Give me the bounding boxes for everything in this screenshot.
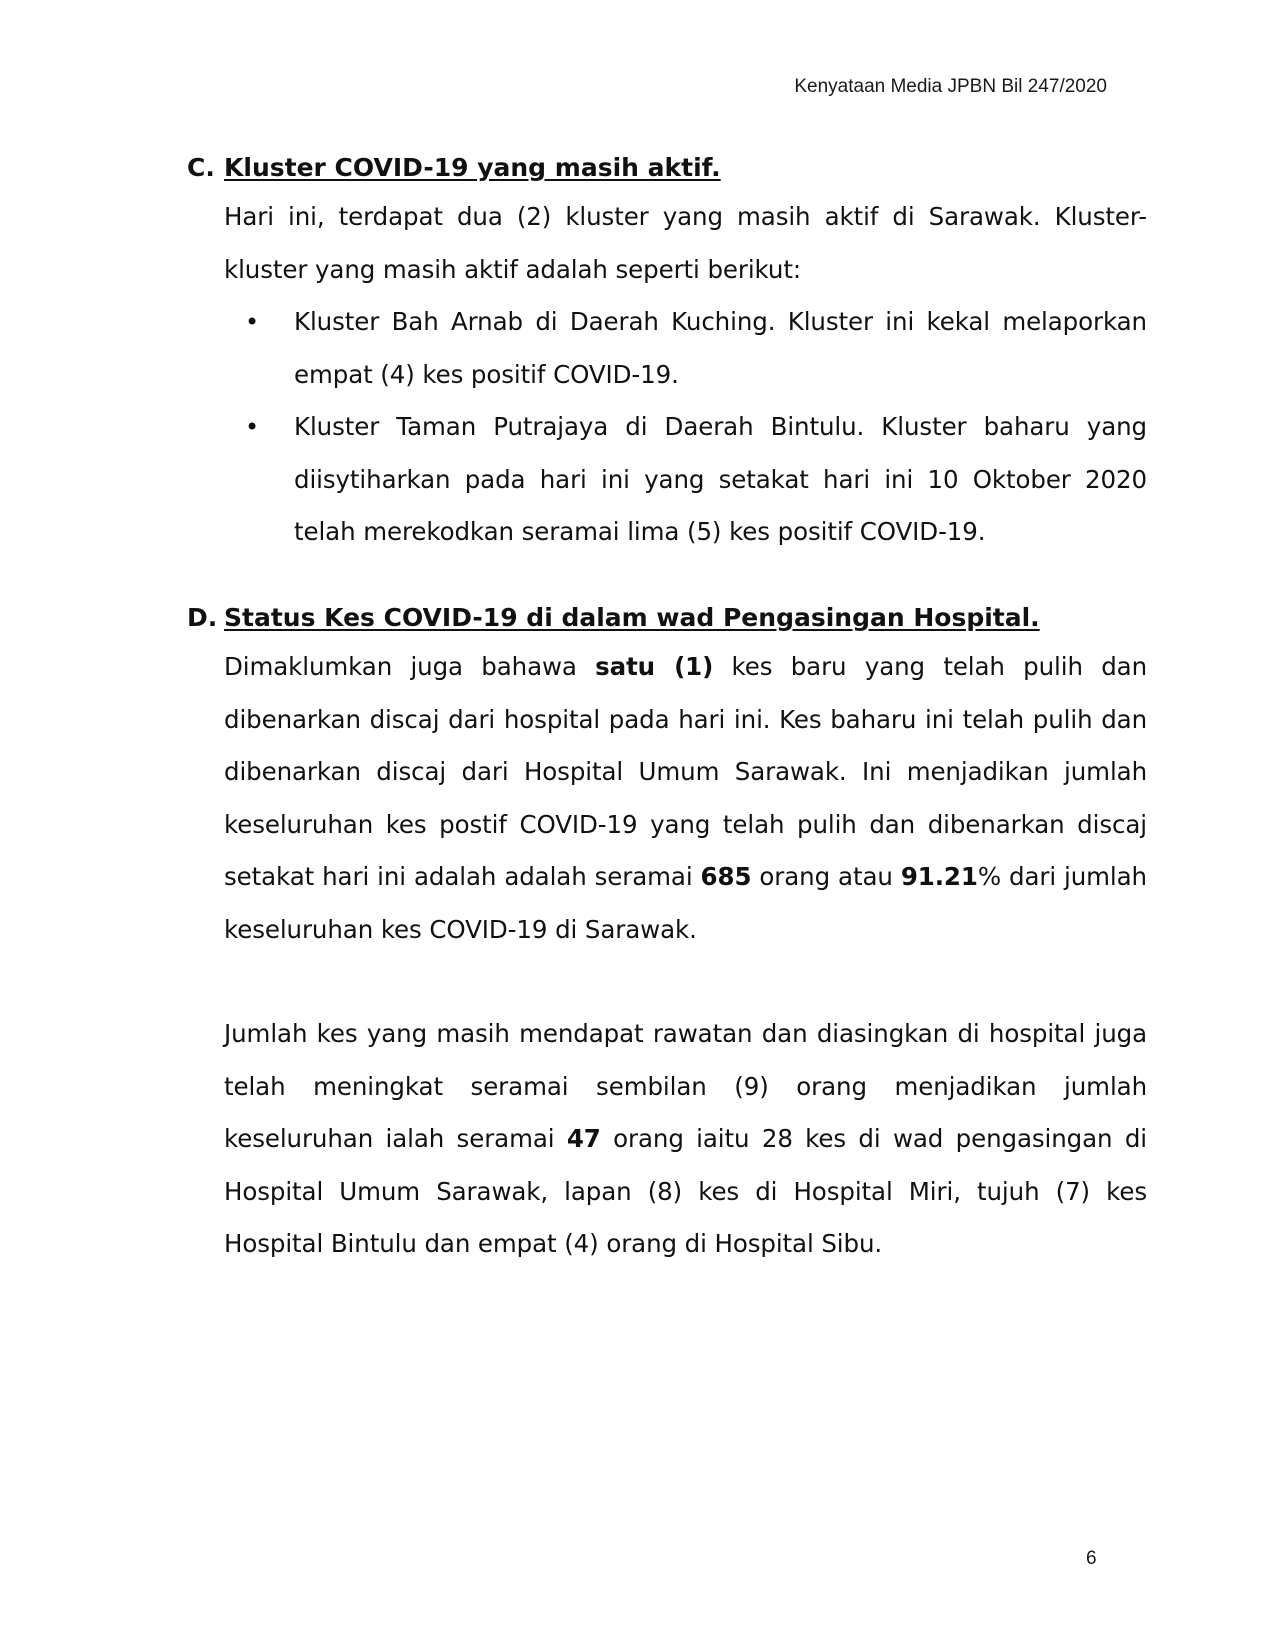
text-run: Jumlah kes yang masih mendapat rawatan dan diasingkan di hospital juga telah meningkat seramai sembilan (9) orang menjadikan jumlah keseluruhan ialah seramai xyxy=(224,1019,1147,1153)
text-run: kes baru yang telah pulih dan dibenarkan discaj dari hospital pada hari ini. Kes baharu ini telah pulih dan dibenarkan discaj dari Hospital Umum Sarawak. Ini menjadikan jumlah keseluruhan kes postif COVID-19 yang telah pulih dan dibenarkan discaj setakat hari ini adalah adalah seramai xyxy=(224,652,1147,891)
section-c xyxy=(187,148,1147,559)
text-run: orang atau xyxy=(751,862,901,891)
bullet-icon: • xyxy=(245,413,260,441)
bullet-icon: • xyxy=(245,308,260,336)
new-recovered-count: satu (1) xyxy=(595,652,714,681)
document-reference: Kenyataan Media JPBN Bil 247/2020 xyxy=(794,76,1107,97)
section-c-title: Kluster COVID-19 yang masih aktif. xyxy=(224,153,721,182)
list-item xyxy=(224,296,1147,401)
recovery-paragraph xyxy=(224,641,1147,956)
text-run: orang iaitu 28 kes di wad pengasingan di Hospital Umum Sarawak, lapan (8) kes di Hospital Miri, tujuh (7) kes Hospital Bintulu dan empat (4) orang di Hospital Sibu. xyxy=(224,1124,1147,1258)
text-run: Dimaklumkan juga bahawa xyxy=(224,652,596,681)
hospitalized-paragraph xyxy=(224,1008,1147,1271)
cluster-bah-arnab: Kluster Bah Arnab di Daerah Kuching. Kluster ini kekal melaporkan empat (4) kes positif COVID-19. xyxy=(294,307,1147,389)
recovery-percentage: 91.21 xyxy=(900,862,978,891)
section-d xyxy=(187,598,1147,1271)
cluster-taman-putrajaya: Kluster Taman Putrajaya di Daerah Bintulu. Kluster baharu yang diisytiharkan pada hari ini yang setakat hari ini 10 Oktober 2020 telah merekodkan seramai lima (5) kes positif COVID-19. xyxy=(294,412,1147,546)
section-c-heading xyxy=(187,148,1147,188)
section-d-title: Status Kes COVID-19 di dalam wad Pengasingan Hospital. xyxy=(224,603,1040,632)
total-recovered-count: 685 xyxy=(700,862,752,891)
page-number: 6 xyxy=(1086,1548,1097,1569)
cluster-list xyxy=(187,296,1147,559)
section-d-letter: D. xyxy=(187,603,218,632)
text-run: % dari jumlah keseluruhan kes COVID-19 di Sarawak. xyxy=(224,862,1147,944)
section-c-letter: C. xyxy=(187,153,215,182)
section-c-intro: Hari ini, terdapat dua (2) kluster yang masih aktif di Sarawak. Kluster-kluster yang masih aktif adalah seperti berikut: xyxy=(224,202,1147,284)
hospitalized-count: 47 xyxy=(566,1124,601,1153)
list-item xyxy=(224,401,1147,559)
section-d-heading xyxy=(187,598,1147,638)
